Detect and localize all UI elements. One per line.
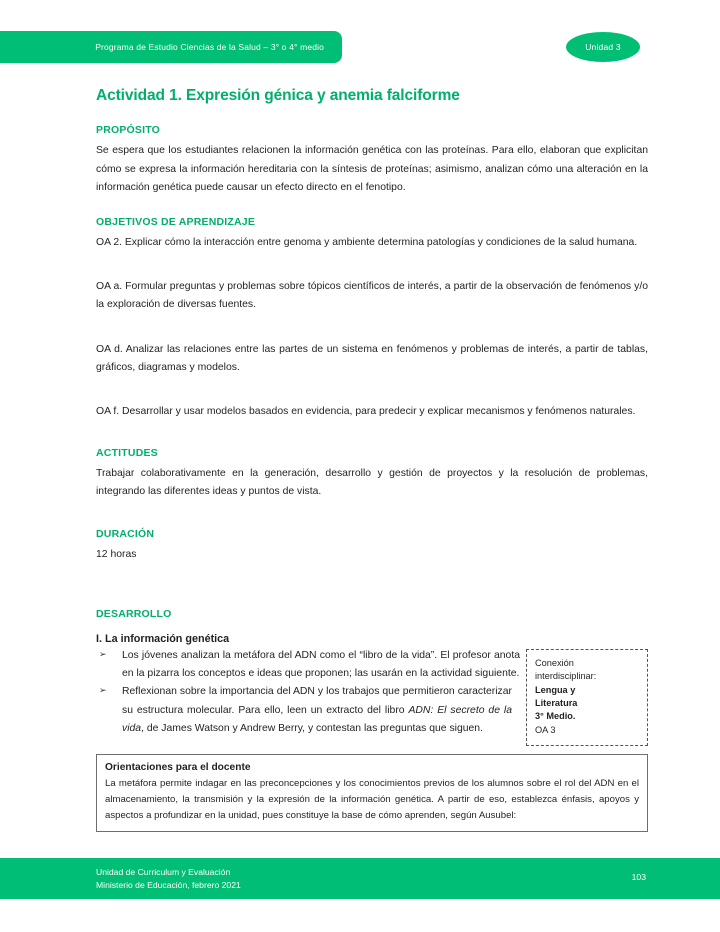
orientaciones-text: La metáfora permite indagar en las preconcepciones y los conocimientos previos de los alumnos sobre el rol del ADN en el almacenamiento, la transmisión y la expresión de la información genética. A partir de eso, establezca énfasis, apoyos y aspectos a profundizar en la unidad, pues constituye la base de cómo aprenden, según Ausubel: <box>105 778 639 821</box>
page-title: Actividad 1. Expresión génica y anemia falciforme <box>96 87 460 104</box>
conexion-line-1: Conexión <box>535 658 574 668</box>
list-item <box>96 647 520 683</box>
list-item-text-part-1: Reflexionan sobre la importancia del ADN y los trabajos que permitieron caracterizar su estructura molecular. Para ello, leen un extracto del libro <box>122 686 512 716</box>
orientaciones-title: Orientaciones para el docente <box>105 762 251 774</box>
book-title: ADN: El secreto de la vida <box>122 704 512 734</box>
section-heading-desarrollo: DESARROLLO <box>96 607 172 620</box>
objetivo-item: OA f. Desarrollar y usar modelos basados en evidencia, para predecir y explicar mecanismos y fenómenos naturales. <box>96 406 636 417</box>
conexion-level: 3° Medio. <box>535 711 576 722</box>
orientaciones-docente-box <box>96 754 648 832</box>
page-content <box>96 0 648 832</box>
section-heading-actitudes: ACTITUDES <box>96 447 158 460</box>
proposito-text: Se espera que los estudiantes relacionen la información genética con las proteínas. Para ello, elaboran que explicitan cómo se expresa la información hereditaria con la síntesis de proteínas; asimismo, analizan cómo una alteración en la información genética puede causar un efecto directo en el fenotipo. <box>96 145 648 193</box>
page-footer <box>0 858 720 899</box>
conexion-interdisciplinar-box <box>526 649 648 746</box>
arrow-bullet-icon: ➢ <box>99 685 107 696</box>
unit-badge: Unidad 3 <box>566 32 640 62</box>
conexion-oa-code: OA 3 <box>535 724 556 735</box>
arrow-bullet-icon: ➢ <box>99 649 107 659</box>
footer-line-2: Ministerio de Educación, febrero 2021 <box>96 880 241 891</box>
section-heading-proposito: PROPÓSITO <box>96 124 161 137</box>
list-item-text-part-2: , de James Watson y Andrew Berry, y contestan las preguntas que siguen. <box>141 722 483 734</box>
conexion-subject-line-1: Lengua y <box>535 684 576 695</box>
objetivo-item: OA 2. Explicar cómo la interacción entre genoma y ambiente determina patologías y condiciones de la salud humana. <box>96 236 638 248</box>
conexion-line-2: interdisciplinar: <box>535 671 597 682</box>
subsection-heading-informacion-genetica: I. La información genética <box>96 632 230 645</box>
list-item-text: Los jóvenes analizan la metáfora del ADN como el “libro de la vida”. El profesor anota en la pizarra los conceptos e ideas que proponen; las usarán en la actividad siguiente. <box>122 650 520 680</box>
objetivo-item: OA a. Formular preguntas y problemas sobre tópicos científicos de interés, a partir de la observación de fenómenos y/o la exploración de diversas fuentes. <box>96 281 648 311</box>
duracion-text: 12 horas <box>96 548 137 560</box>
actitudes-text: Trabajar colaborativamente en la generación, desarrollo y gestión de proyectos y la resolución de problemas, integrando las diferentes ideas y puntos de vista. <box>96 468 648 498</box>
program-banner-label: Programa de Estudio Ciencias de la Salud – 3° o 4° medio <box>95 42 324 52</box>
section-heading-duracion: DURACIÓN <box>96 527 155 540</box>
list-item-text <box>122 683 512 738</box>
page-number: 103 <box>631 872 646 882</box>
conexion-subject-line-2: Literatura <box>535 698 578 709</box>
footer-line-1: Unidad de Curriculum y Evaluación <box>96 867 231 877</box>
desarrollo-body <box>96 647 648 738</box>
objetivo-item: OA d. Analizar las relaciones entre las partes de un sistema en fenómenos y problemas de interés, a partir de tablas, gráficos, diagramas y modelos. <box>96 343 648 373</box>
section-heading-objetivos: OBJETIVOS DE APRENDIZAJE <box>96 215 256 228</box>
list-item <box>96 683 512 738</box>
